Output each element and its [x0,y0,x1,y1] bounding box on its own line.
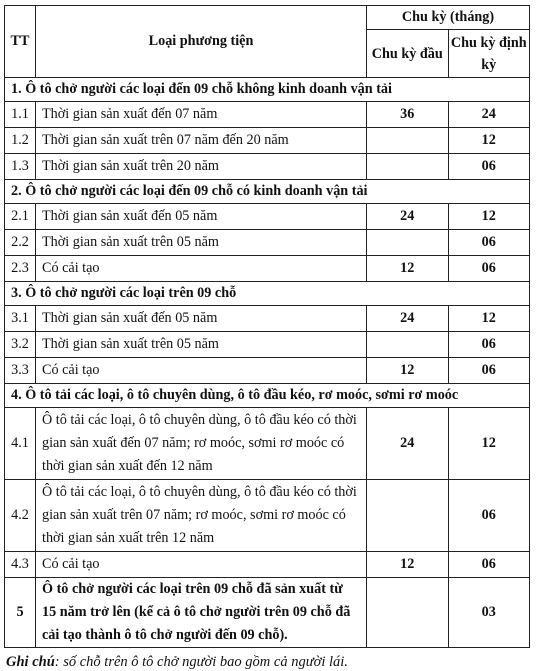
vehicle-description: Ô tô tải các loại, ô tô chuyên dùng, ô tô đầu kéo có thời gian sản xuất đến 07 năm; rơ moóc, sơmi rơ moóc có thời gian sản xuất đến 12 năm [36,408,367,480]
first-cycle-value [367,332,449,358]
vehicle-description: Thời gian sản xuất trên 20 năm [36,154,367,180]
table-row [5,480,530,552]
row-number: 5 [5,578,36,648]
vehicle-description: Có cải tạo [36,358,367,384]
group-title: 2. Ô tô chở người các loại đến 09 chỗ có kinh doanh vận tải [5,180,530,204]
footnote-label: Ghi chú [6,654,55,670]
row-number: 2.3 [5,256,36,282]
table-row [5,128,530,154]
row-number: 4.3 [5,552,36,578]
first-cycle-value [367,128,449,154]
row-number: 4.2 [5,480,36,552]
first-cycle-value [367,480,449,552]
table-row [5,332,530,358]
table-row [5,306,530,332]
vehicle-description: Ô tô tải các loại, ô tô chuyên dùng, ô tô đầu kéo có thời gian sản xuất trên 07 năm; rơ moóc, sơmi rơ moóc có thời gian sản xuất trên 12 năm [36,480,367,552]
vehicle-description: Thời gian sản xuất đến 05 năm [36,306,367,332]
first-cycle-value: 36 [367,102,449,128]
periodic-cycle-value: 12 [448,306,530,332]
first-cycle-value: 24 [367,204,449,230]
vehicle-description: Ô tô chở người các loại trên 09 chỗ đã sản xuất từ 15 năm trở lên (kể cả ô tô chở người trên 09 chỗ đã cải tạo thành ô tô chở người đến 09 chỗ). [36,578,367,648]
inspection-cycle-table [4,5,530,648]
periodic-cycle-value: 12 [448,204,530,230]
group-header-row [5,78,530,102]
periodic-cycle-value: 06 [448,358,530,384]
row-number: 1.3 [5,154,36,180]
first-cycle-value: 12 [367,256,449,282]
header-first-cycle: Chu kỳ đầu [367,30,449,78]
row-number: 2.1 [5,204,36,230]
periodic-cycle-value: 06 [448,230,530,256]
table-row [5,230,530,256]
table-row [5,358,530,384]
vehicle-description: Thời gian sản xuất trên 05 năm [36,230,367,256]
periodic-cycle-value: 24 [448,102,530,128]
row-number: 3.1 [5,306,36,332]
periodic-cycle-value: 06 [448,480,530,552]
group-title: 1. Ô tô chở người các loại đến 09 chỗ không kinh doanh vận tải [5,78,530,102]
inspection-cycle-document [4,5,530,671]
table-row [5,256,530,282]
periodic-cycle-value: 12 [448,128,530,154]
row-number: 2.2 [5,230,36,256]
table-row [5,102,530,128]
periodic-cycle-value: 06 [448,552,530,578]
table-body [5,78,530,648]
table-row [5,154,530,180]
table-row [5,204,530,230]
first-cycle-value: 12 [367,552,449,578]
first-cycle-value [367,154,449,180]
group-header-row [5,282,530,306]
row-number: 1.1 [5,102,36,128]
header-tt: TT [5,6,36,78]
periodic-cycle-value: 06 [448,332,530,358]
footnote [4,654,530,671]
vehicle-description: Có cải tạo [36,552,367,578]
first-cycle-value: 24 [367,306,449,332]
table-row [5,552,530,578]
row-number: 3.3 [5,358,36,384]
vehicle-description: Thời gian sản xuất đến 05 năm [36,204,367,230]
periodic-cycle-value: 06 [448,256,530,282]
periodic-cycle-value: 06 [448,154,530,180]
group-header-row [5,384,530,408]
group-header-row [5,180,530,204]
row-number: 3.2 [5,332,36,358]
header-periodic-cycle: Chu kỳ định kỳ [448,30,530,78]
vehicle-description: Có cải tạo [36,256,367,282]
table-row-5 [5,578,530,648]
header-cycle: Chu kỳ (tháng) [367,6,530,30]
periodic-cycle-value: 03 [448,578,530,648]
first-cycle-value [367,578,449,648]
first-cycle-value: 24 [367,408,449,480]
group-title: 3. Ô tô chở người các loại trên 09 chỗ [5,282,530,306]
vehicle-description: Thời gian sản xuất trên 05 năm [36,332,367,358]
vehicle-description: Thời gian sản xuất đến 07 năm [36,102,367,128]
first-cycle-value [367,230,449,256]
table-row [5,408,530,480]
first-cycle-value: 12 [367,358,449,384]
footnote-text: : số chỗ trên ô tô chở người bao gồm cả người lái. [54,654,348,670]
header-vehicle-type: Loại phương tiện [36,6,367,78]
vehicle-description: Thời gian sản xuất trên 07 năm đến 20 năm [36,128,367,154]
row-number: 1.2 [5,128,36,154]
row-number: 4.1 [5,408,36,480]
periodic-cycle-value: 12 [448,408,530,480]
group-title: 4. Ô tô tải các loại, ô tô chuyên dùng, ô tô đầu kéo, rơ moóc, sơmi rơ moóc [5,384,530,408]
